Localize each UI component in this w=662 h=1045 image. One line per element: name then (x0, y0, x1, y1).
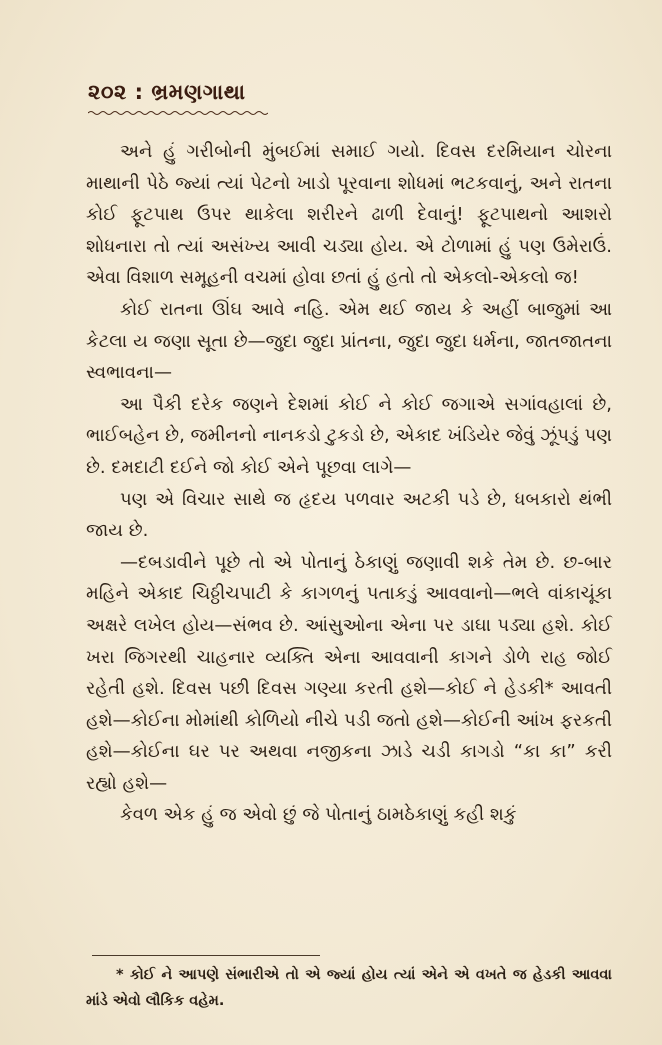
paragraph: પણ એ વિચાર સાથે જ હૃદય પળવાર અટકી પડે છે, ધબકારો થંભી જાય છે. (86, 488, 612, 542)
paragraph: કોઈ રાતના ઊંઘ આવે નહિ. એમ થઈ જાય કે અહીં બાજુમાં આ કેટલા ય જણા સૂતા છે—જુદા જુદા પ્રાંતના, જુદા જુદા ધર્મના, જાતજાતના સ્વભાવના— (86, 298, 612, 384)
paragraph: કેવળ એક હું જ એવો છું જે પોતાનું ઠામઠેકાણું કહી શકું (120, 804, 517, 826)
footnote-divider (92, 955, 320, 956)
page-header: ૨૦૨ : ભ્રમણગાથા (88, 80, 246, 104)
footnote (86, 962, 612, 1014)
paragraph: આ પૈકી દરેક જણને દેશમાં કોઈ ને કોઈ જગાએ સગાંવહાલાં છે, ભાઈબહેન છે, જમીનનો નાનકડો ટુકડો છે, એકાદ ખંડિયેર જેવું ઝૂંપડું પણ છે. દમદાટી દઈને જો કોઈ એને પૂછવા લાગે— (86, 393, 612, 478)
main-text (86, 136, 612, 831)
paragraph: અને હું ગરીબોની મુંબઈમાં સમાઈ ગયો. દિવસ દરમિયાન ચોરના માથાની પેઠે જ્યાં ત્યાં પેટનો ખાડો પૂરવાના શોધમાં ભટકવાનું, અને રાતના કોઈ ફૂટપાથ ઉપર થાકેલા શરીરને ઢાળી દેવાનું! ફૂટપાથનો આશરો શોધનારા તો ત્યાં અસંખ્ય આવી ચડ્યા હોય. એ ટોળામાં હું પણ ઉમેરાઉં. એવા વિશાળ સમૂહની વચમાં હોવા છતાં હું હતો તો એકલો-એકલો જ! (86, 141, 612, 289)
paragraph: —દબડાવીને પૂછે તો એ પોતાનું ઠેકાણું જણાવી શકે તેમ છે. છ-બાર મહિને એકાદ ચિઠ્ઠીચપાટી કે કાગળનું પતાકડું આવવાનો—ભલે વાંકાચૂંકા અક્ષરે લખેલ હોય—સંભવ છે. આંસુઓના એના પર ડાઘા પડ્યા હશે. કોઈ ખરા જિગરથી ચાહનાર વ્યક્તિ એના આવવાની કાગને ડોળે રાહ જોઈ રહેતી હશે. દિવસ પછી દિવસ ગણ્યા કરતી હશે—કોઈ ને હેડકી* આવતી હશે—કોઈના મોમાંથી કોળિયો નીચે પડી જતો હશે—કોઈની આંખ ફરકતી હશે—કોઈના ઘર પર અથવા નજીકના ઝાડે ચડી કાગડો “કા કા” કરી રહ્યો હશે— (86, 551, 612, 794)
footnote-text: * કોઈ ને આપણે સંભારીએ તો એ જ્યાં હોય ત્યાં એને એ વખતે જ હેડકી આવવા માંડે એવો લૌકિક વહેમ. (86, 967, 612, 1009)
header-wavy-rule (88, 110, 268, 116)
